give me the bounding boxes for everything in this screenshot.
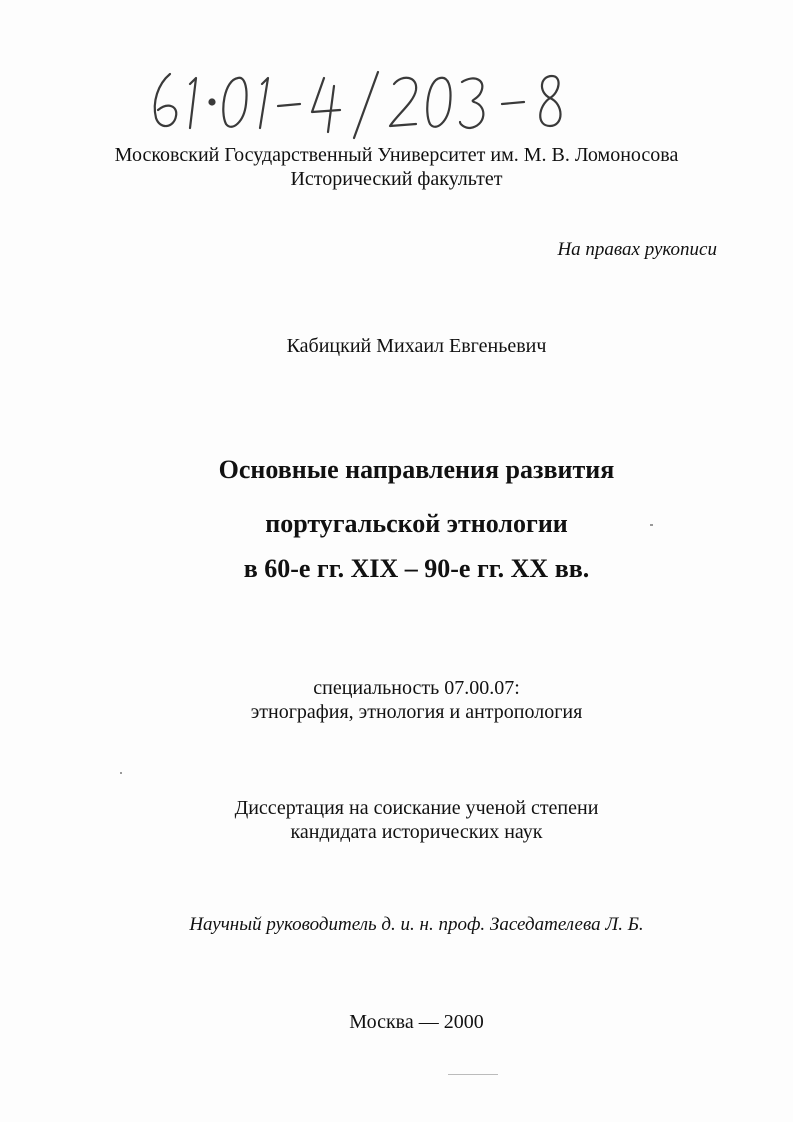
scan-speck [448,1074,498,1075]
dissertation-title-line-1: Основные направления развития [218,455,615,484]
city-and-year: Москва — 2000 [349,1011,484,1033]
specialty-name: этнография, этнология и антропология [250,701,583,723]
manuscript-rights-label: На правах рукописи [557,239,717,260]
dissertation-title-line-3: в 60-е гг. XIX – 90-е гг. XX вв. [243,554,590,583]
university-name: Московский Государственный Университет им. М. В. Ломоносова [114,144,679,166]
scan-speck [650,524,653,526]
degree-line-1: Диссертация на соискание ученой степени [234,797,599,819]
handwritten-archive-number-drawing [140,62,600,142]
dissertation-title-line-2: португальской этнологии [265,509,568,538]
specialty-code: специальность 07.00.07: [313,677,520,699]
author-name: Кабицкий Михаил Евгеньевич [286,335,547,357]
faculty-name: Исторический факультет [290,168,503,190]
scan-speck [120,772,122,774]
degree-line-2: кандидата исторических наук [290,821,543,843]
handwritten-archive-number [140,62,600,142]
scientific-supervisor: Научный руководитель д. и. н. проф. Заседателева Л. Б. [189,914,644,935]
